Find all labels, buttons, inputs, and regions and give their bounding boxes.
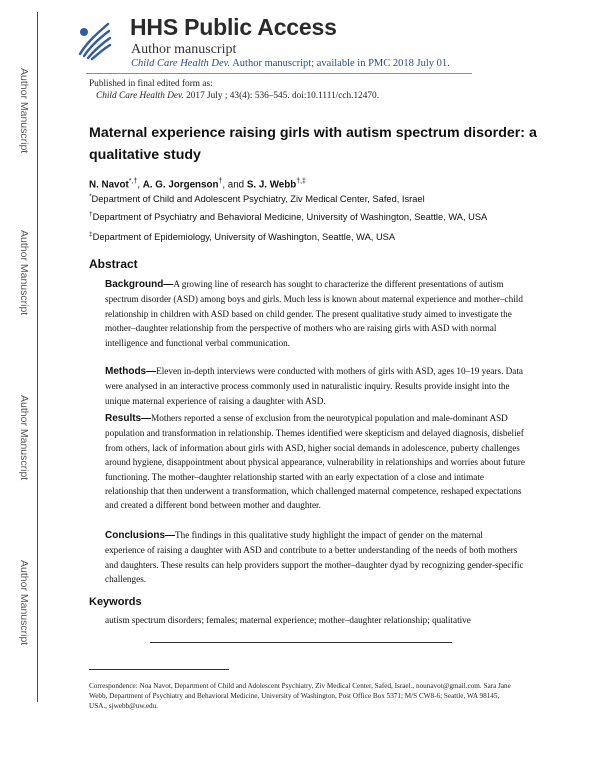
author-separator: ,	[137, 179, 143, 191]
abstract-results	[105, 411, 525, 513]
citation-journal: Child Care Health Dev.	[96, 91, 184, 101]
publication-info	[89, 78, 379, 102]
author-affil-mark: *,†	[128, 178, 138, 185]
correspondence-footnote: Correspondence: Noa Navot, Department of Child and Adolescent Psychiatry, Ziv Medical Center, Safed, Israel., nounavot@gmail.com. Sara Jane Webb, Department of Psychiatry and Behavioral Medicine, University of Washington, Post Office Box 5371; M/S CW8-6; Seattle, WA 98145, USA., sjwebb@uw.edu.	[89, 682, 511, 711]
sidebar-label: Author Manuscript	[18, 395, 30, 481]
header-rule	[86, 73, 472, 74]
abstract-heading: Abstract	[89, 257, 138, 271]
published-label: Published in final edited form as:	[89, 79, 213, 89]
author-affil-mark: †,‡	[296, 178, 306, 185]
section-label: Methods—	[105, 366, 157, 377]
section-label: Conclusions—	[105, 530, 176, 541]
hhs-eagle-icon	[76, 18, 114, 62]
section-text: Eleven in-depth interviews were conducted with mothers of girls with ASD, ages 10–19 years. Data were analysed in an interactive process commonly used in naturalistic inquiry. Results provide insight into the unique maternal experience of raising a daughter with ASD.	[105, 366, 524, 406]
footnote-rule	[89, 669, 229, 670]
affiliation	[89, 231, 395, 242]
section-text: A growing line of research has sought to characterize the different presentations of autism spectrum disorder (ASD) among boys and girls. Much less is known about maternal experience and mother–child relationship in children with ASD based on child gender. The present qualitative study aimed to investigate the mother–daughter relationship from the perspective of mothers who are raising girls with ASD with normal intelligence and functional verbal communication.	[105, 279, 523, 348]
article-title: Maternal experience raising girls with autism spectrum disorder: a qualitative study	[89, 125, 537, 163]
journal-availability	[131, 58, 450, 69]
abstract-conclusions	[105, 528, 525, 587]
keywords-heading: Keywords	[89, 596, 142, 608]
affiliation	[89, 211, 487, 222]
availability-text: Author manuscript; available in PMC 2018 July 01.	[230, 58, 450, 69]
sidebar-label: Author Manuscript	[18, 68, 30, 154]
divider	[150, 642, 452, 643]
affiliation-text: Department of Epidemiology, University of Washington, Seattle, WA, USA	[92, 232, 396, 243]
affiliation-mark: *	[89, 193, 92, 200]
author-manuscript-sidebar	[0, 0, 42, 776]
page-header	[0, 0, 600, 72]
abstract-background	[105, 277, 525, 350]
section-label: Background—	[105, 279, 174, 290]
affiliation-mark: †	[89, 211, 93, 218]
author-manuscript-label: Author manuscript	[131, 42, 237, 57]
affiliation-text: Department of Psychiatry and Behavioral Medicine, University of Washington, Seattle, WA, USA	[92, 212, 488, 223]
affiliation-mark: ‡	[89, 231, 93, 238]
journal-name: Child Care Health Dev.	[131, 58, 231, 69]
section-label: Results—	[105, 413, 152, 424]
sidebar-label: Author Manuscript	[18, 560, 30, 646]
author-name: A. G. Jorgenson	[142, 179, 219, 191]
author-list	[89, 178, 306, 190]
citation	[89, 90, 379, 102]
author-name: N. Navot	[89, 179, 129, 191]
author-name: S. J. Webb	[246, 179, 297, 191]
section-text: Mothers reported a sense of exclusion from the neurotypical population and male-dominant ASD population and transformation in relationship. Themes identified were skepticism and delayed diagnosis, disbelief from others, lack of information about girls with ASD, higher social demands in adolescence, puberty challenges around hygiene, disappointment about physical appearance, vulnerability in relationships and worries about future functioning. The mother–daughter relationship started with an early expectation of a close and intimate relationship that then underwent a transformation, which challenged maternal competence, reshaped expectations and created a different bond between mother and daughter.	[105, 413, 525, 511]
sidebar-divider	[37, 12, 38, 702]
author-affil-mark: †	[218, 178, 223, 185]
citation-details: 2017 July ; 43(4): 536–545. doi:10.1111/cch.12470.	[183, 91, 380, 101]
hhs-public-access-title: HHS Public Access	[130, 14, 337, 40]
section-text: The findings in this qualitative study highlight the impact of gender on the maternal experience of raising a daughter with ASD and contribute to a better understanding of the needs of both mothers and daughters. These results can help providers support the mother–daughter dyad by recognizing gender-specific challenges.	[105, 530, 524, 585]
affiliation-text: Department of Child and Adolescent Psychiatry, Ziv Medical Center, Safed, Israel	[91, 194, 425, 205]
author-separator: , and	[222, 179, 247, 191]
affiliation	[89, 193, 425, 204]
sidebar-label: Author Manuscript	[18, 230, 30, 316]
keywords-list: autism spectrum disorders; females; maternal experience; mother–daughter relationship; qualitative	[105, 615, 471, 625]
abstract-methods	[105, 364, 525, 408]
